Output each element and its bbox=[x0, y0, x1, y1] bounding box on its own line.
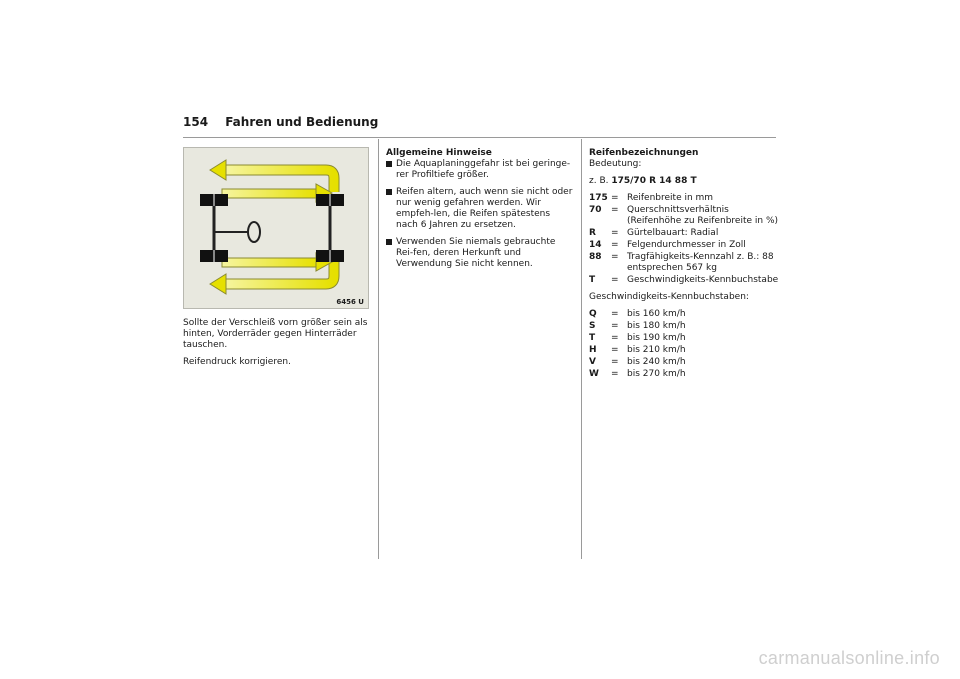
column-divider-2 bbox=[581, 139, 582, 559]
meaning-label: Bedeutung: bbox=[589, 159, 642, 169]
example-line bbox=[589, 176, 779, 187]
left-column bbox=[183, 318, 371, 374]
definitions-list bbox=[589, 193, 779, 286]
section-heading-general: Allgemeine Hinweise bbox=[386, 148, 492, 158]
right-column bbox=[589, 148, 779, 381]
definition-row: T = Geschwindigkeits-Kennbuchstabe bbox=[589, 275, 779, 285]
paragraph-pressure: Reifendruck korrigieren. bbox=[183, 357, 291, 367]
bullet-square-icon bbox=[386, 239, 392, 245]
speed-row: H = bis 210 km/h bbox=[589, 345, 686, 355]
header-rule bbox=[183, 137, 776, 138]
paragraph-rotation: Sollte der Verschleiß vorn größer sein als hinten, Vorderräder gegen Hinterräder tauschen. bbox=[183, 318, 368, 350]
speed-heading: Geschwindigkeits-Kennbuchstaben: bbox=[589, 292, 749, 302]
column-divider-1 bbox=[378, 139, 379, 559]
section-heading-tire-codes: Reifenbezeichnungen bbox=[589, 148, 699, 158]
page-header bbox=[183, 115, 378, 129]
definition-row: 70 = Querschnittsverhältnis (Reifenhöhe zu Reifenbreite in %) bbox=[589, 205, 779, 226]
definition-row: R = Gürtelbauart: Radial bbox=[589, 228, 719, 238]
example-code: 175/70 R 14 88 T bbox=[611, 176, 697, 186]
speed-row: W = bis 270 km/h bbox=[589, 369, 686, 379]
watermark: carmanualsonline.info bbox=[758, 648, 940, 668]
figure-code: 6456 U bbox=[336, 298, 364, 306]
list-item: Verwenden Sie niemals gebrauchte Rei-fen, deren Herkunft und Verwendung Sie nicht kennen. bbox=[386, 237, 574, 270]
middle-column bbox=[386, 148, 574, 276]
page-title: Fahren und Bedienung bbox=[225, 115, 379, 129]
definition-row: 88 = Tragfähigkeits-Kennzahl z. B.: 88 entsprechen 567 kg bbox=[589, 252, 774, 273]
tire-rotation-illustration bbox=[184, 148, 368, 308]
speed-list bbox=[589, 309, 779, 380]
example-prefix: z. B. bbox=[589, 176, 609, 186]
tire-rotation-diagram bbox=[183, 147, 369, 309]
speed-row: T = bis 190 km/h bbox=[589, 333, 686, 343]
definition-row: 14 = Felgendurchmesser in Zoll bbox=[589, 240, 746, 250]
definition-row: 175 = Reifenbreite in mm bbox=[589, 193, 714, 203]
list-item: Reifen altern, auch wenn sie nicht oder nur wenig gefahren werden. Wir empfeh-len, die Reifen spätestens nach 6 Jahren zu ersetzen. bbox=[386, 187, 574, 231]
list-item: Die Aquaplaninggefahr ist bei geringe-rer Profiltiefe größer. bbox=[386, 159, 574, 181]
bullet-square-icon bbox=[386, 189, 392, 195]
speed-row: S = bis 180 km/h bbox=[589, 321, 686, 331]
speed-row: V = bis 240 km/h bbox=[589, 357, 686, 367]
general-notes-list bbox=[386, 159, 574, 270]
speed-row: Q = bis 160 km/h bbox=[589, 309, 686, 319]
page-number: 154 bbox=[183, 115, 209, 129]
bullet-square-icon bbox=[386, 161, 392, 167]
